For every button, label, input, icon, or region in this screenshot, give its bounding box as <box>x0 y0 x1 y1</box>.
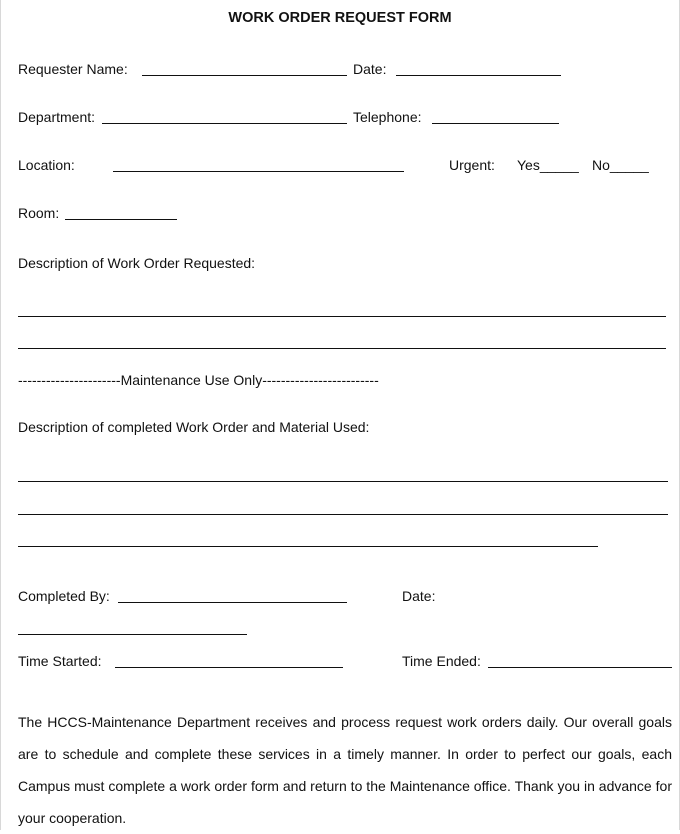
completed-description-line-2[interactable] <box>18 514 668 515</box>
time-started-label: Time Started: <box>18 653 102 669</box>
completed-description-line-1[interactable] <box>18 481 668 482</box>
completed-by-label: Completed By: <box>18 588 110 604</box>
notice-paragraph: The HCCS-Maintenance Department receives and process request work orders daily. Our overall goals are to schedule and complete these services in a timely manner. In order to perfect our goals, each Campus must complete a work order form and return to the Maintenance office. Thank you in advance for your cooperation. <box>18 714 672 826</box>
completed-date-label: Date: <box>402 588 436 604</box>
urgent-no-option[interactable]: No_____ <box>592 157 649 173</box>
urgent-label: Urgent: <box>449 157 495 173</box>
department-field[interactable] <box>102 123 347 124</box>
completed-by-field[interactable] <box>118 602 347 603</box>
date-label: Date: <box>353 61 387 77</box>
completed-description-line-3[interactable] <box>18 546 598 547</box>
form-title: WORK ORDER REQUEST FORM <box>228 10 452 26</box>
telephone-field[interactable] <box>432 123 559 124</box>
maintenance-use-only-divider: ----------------------Maintenance Use Only------------------------- <box>18 372 379 388</box>
completed-description-label: Description of completed Work Order and Material Used: <box>18 419 370 435</box>
description-label: Description of Work Order Requested: <box>18 255 256 271</box>
department-label: Department: <box>18 109 96 125</box>
time-ended-label: Time Ended: <box>402 653 481 669</box>
requester-name-field[interactable] <box>142 75 347 76</box>
date-field[interactable] <box>396 75 561 76</box>
location-label: Location: <box>18 157 75 173</box>
location-field[interactable] <box>113 171 404 172</box>
urgent-yes-option[interactable]: Yes_____ <box>517 157 579 173</box>
description-line-2[interactable] <box>18 348 666 349</box>
requester-name-label: Requester Name: <box>18 61 128 77</box>
telephone-label: Telephone: <box>353 109 422 125</box>
time-started-field[interactable] <box>115 667 343 668</box>
room-label: Room: <box>18 205 60 221</box>
description-line-1[interactable] <box>18 316 666 317</box>
page-edge-left <box>0 0 1 830</box>
room-field[interactable] <box>65 219 177 220</box>
completed-by-extra-line[interactable] <box>18 634 247 635</box>
time-ended-field[interactable] <box>488 667 672 668</box>
